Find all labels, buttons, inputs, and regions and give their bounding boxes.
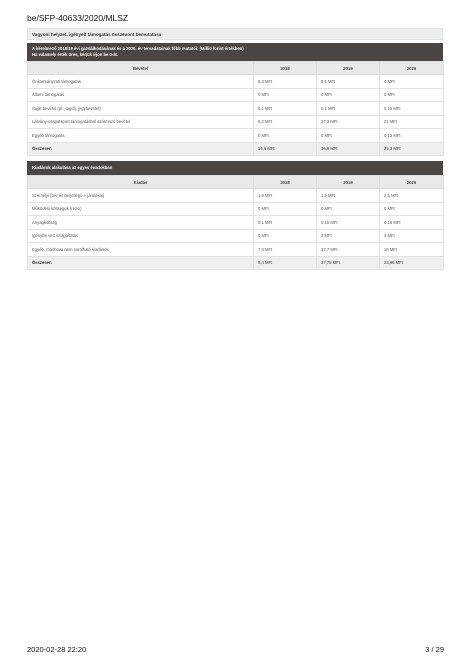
expenses-header-text: Kiadások alakulása az egyes évadokban	[32, 165, 113, 170]
expenses-table	[27, 175, 444, 270]
expenses-table-block	[27, 161, 443, 270]
table-cell: 2,5 MFt	[380, 189, 444, 203]
table-row	[28, 88, 444, 102]
table-cell: 21 MFt	[380, 115, 444, 129]
total-label: Összesen	[28, 256, 254, 270]
column-header: 2020	[380, 62, 444, 75]
table-cell: 9,5 MFt	[317, 75, 380, 89]
table-row	[28, 202, 444, 216]
total-row	[28, 142, 444, 156]
table-row	[28, 129, 444, 143]
footer-datetime: 2020-02-28 22:20	[27, 645, 87, 654]
table-cell: 0 MFt	[254, 88, 317, 102]
table-cell: 18 MFt	[380, 243, 444, 257]
table-row	[28, 189, 444, 203]
total-label: Összesen	[28, 142, 254, 156]
table-cell: 0,1 MFt	[317, 102, 380, 116]
row-label: Állami támogatás	[28, 88, 254, 102]
income-header-text: A kérelmező 2018/19 évi gazdálkodásának és a 2020. év tervadatainak főbb mutatói: (Millió forint értékben)	[32, 46, 244, 51]
table-cell: 5,3 MFt	[254, 75, 317, 89]
table-row	[28, 216, 444, 230]
table-row	[28, 243, 444, 257]
table-row	[28, 229, 444, 243]
table-row	[28, 75, 444, 89]
table-cell: 0 MFt	[380, 88, 444, 102]
table-cell: 32,7 MFt	[317, 243, 380, 257]
column-header: 2019	[317, 176, 380, 189]
row-label: Önkormányzati támogatás	[28, 75, 254, 89]
table-cell: 7,4 MFt	[254, 243, 317, 257]
table-row	[28, 115, 444, 129]
income-table-block	[27, 43, 443, 156]
column-header: Bevétel	[28, 62, 254, 75]
row-label: Saját bevétel (pl.: tagdíj, jegybevétel)	[28, 102, 254, 116]
table-cell: 0,16 MFt	[380, 216, 444, 230]
total-cell: 37,75 MFt	[317, 256, 380, 270]
row-label: Egyéb, máshova nem sorolható kiadások	[28, 243, 254, 257]
total-cell: 9,4 MFt	[254, 256, 317, 270]
total-cell: 23,66 MFt	[380, 256, 444, 270]
total-cell: 14,6 MFt	[254, 142, 317, 156]
table-cell: 1,9 MFt	[317, 189, 380, 203]
expenses-table-header	[27, 161, 443, 175]
footer-page-number: 3 / 29	[425, 645, 444, 654]
column-header: 2020	[380, 176, 444, 189]
column-header: 2018	[254, 62, 317, 75]
expenses-column-headers	[28, 176, 444, 189]
table-cell: 0,15 MFt	[380, 129, 444, 143]
row-label: Egyéb támogatás	[28, 129, 254, 143]
table-cell: 0 MFt	[317, 129, 380, 143]
table-cell: 1,6 MFt	[254, 189, 317, 203]
row-label: Igénybe vett szolgáltatás	[28, 229, 254, 243]
income-column-headers	[28, 62, 444, 75]
income-table	[27, 61, 444, 156]
table-cell: 0 MFt	[254, 202, 317, 216]
table-cell: 0 MFt	[254, 229, 317, 243]
row-label: Működési költségek (rezsi)	[28, 202, 254, 216]
total-cell: 25,3 MFt	[380, 142, 444, 156]
income-subheader-text: Ha valamely érték üres, kérjük írjon be 0-át.	[32, 52, 119, 57]
table-cell: 0 MFt	[317, 202, 380, 216]
table-cell: 9,2 MFt	[254, 115, 317, 129]
row-label: Személyi (bér és bérjellegű + járulékai)	[28, 189, 254, 203]
column-header: Kiadás	[28, 176, 254, 189]
total-cell: 36,9 MFt	[317, 142, 380, 156]
row-label: Látvány-csapatsport támogatásból származó bevétel	[28, 115, 254, 129]
table-cell: 4 MFt	[380, 75, 444, 89]
table-cell: 0,1 MFt	[254, 102, 317, 116]
table-row	[28, 102, 444, 116]
table-cell: 0,15 MFt	[380, 102, 444, 116]
table-cell: 0,1 MFt	[254, 216, 317, 230]
table-cell: 3 MFt	[317, 229, 380, 243]
total-row	[28, 256, 444, 270]
column-header: 2019	[317, 62, 380, 75]
table-cell: 0 MFt	[254, 129, 317, 143]
row-label: Anyagköltség	[28, 216, 254, 230]
table-cell: 3 MFt	[380, 229, 444, 243]
table-cell: 27,3 MFt	[317, 115, 380, 129]
column-header: 2018	[254, 176, 317, 189]
income-table-header	[27, 43, 443, 61]
section-title: Vagyoni helyzet, igényelt támogatás összevont bemutatása	[27, 28, 443, 40]
table-cell: 0 MFt	[380, 202, 444, 216]
table-cell: 0 MFt	[317, 88, 380, 102]
table-cell: 0,15 MFt	[317, 216, 380, 230]
document-id: be/SFP-40633/2020/MLSZ	[27, 13, 129, 23]
